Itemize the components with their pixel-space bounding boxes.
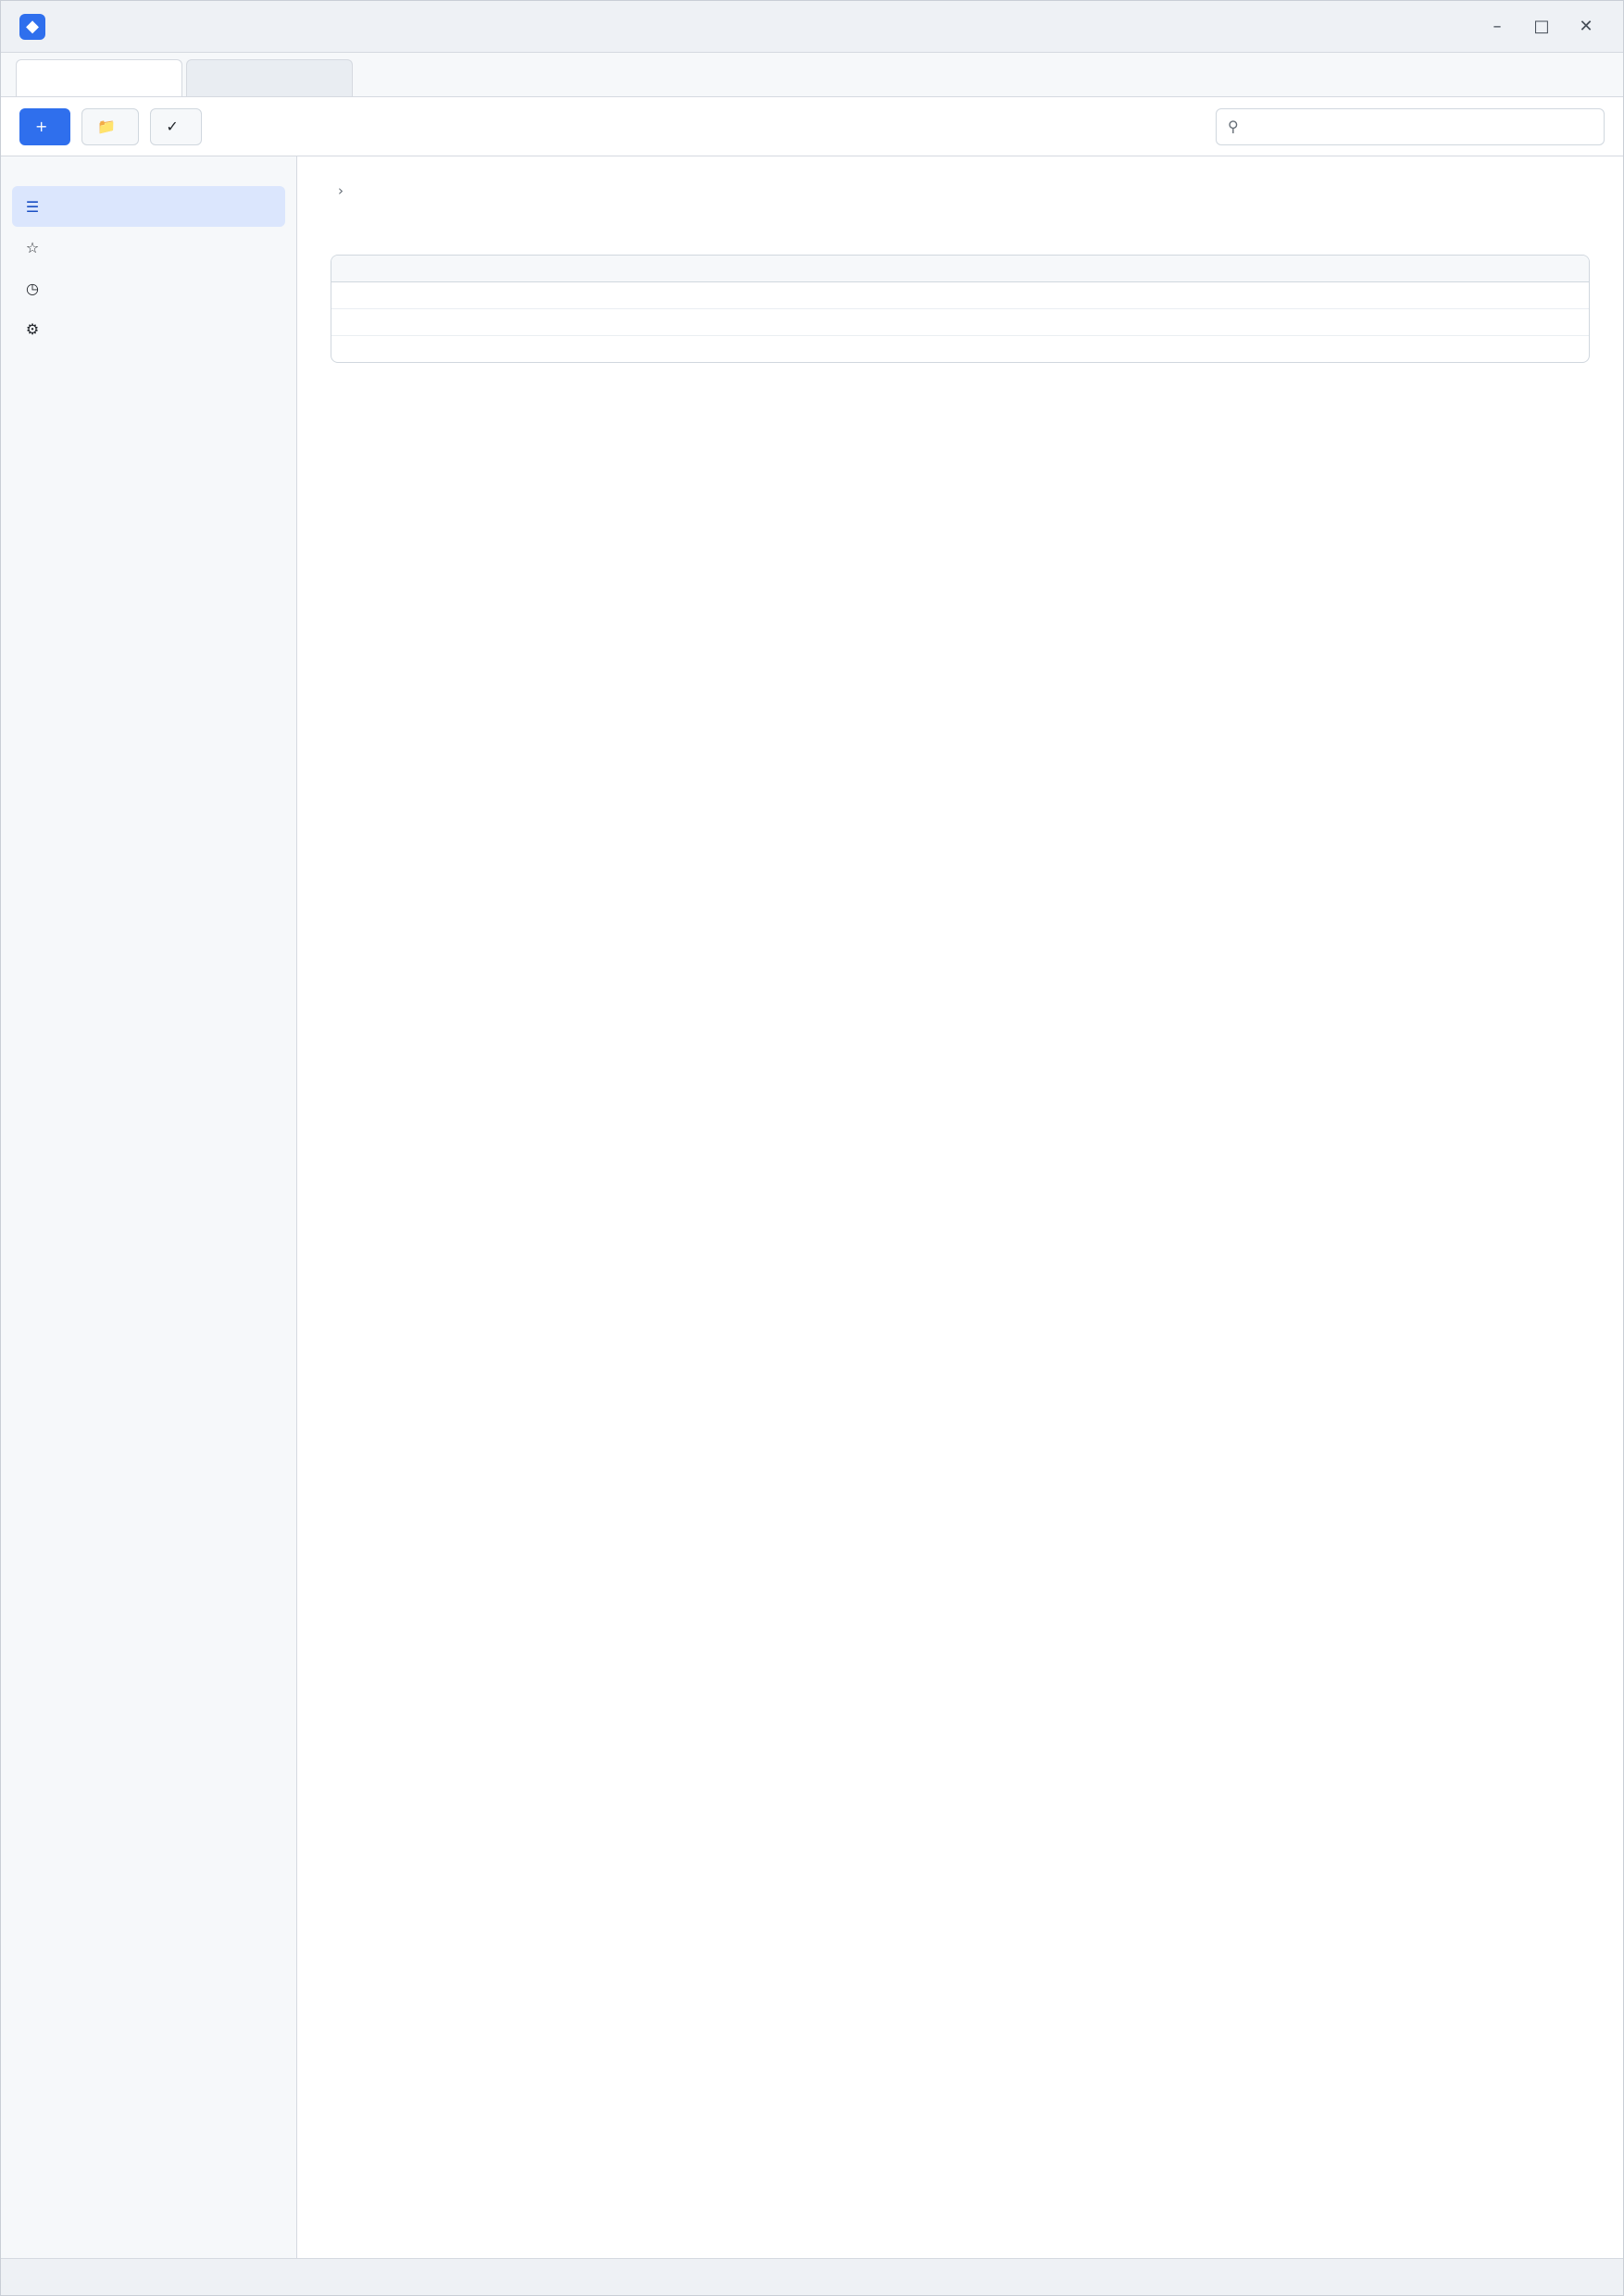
- app-icon: ◆: [19, 14, 45, 40]
- new-button[interactable]: [19, 108, 70, 145]
- list-icon: ☰: [25, 197, 40, 216]
- sidebar: [1, 156, 297, 2258]
- plus-icon: +: [35, 118, 48, 135]
- close-button[interactable]: ✕: [1568, 12, 1605, 42]
- search-icon: ⚲: [1228, 118, 1239, 135]
- chevron-right-icon: ›: [338, 182, 344, 199]
- search-input[interactable]: [1246, 118, 1593, 136]
- minimize-button[interactable]: –: [1479, 12, 1516, 42]
- tab-1[interactable]: [16, 59, 182, 96]
- breadcrumb: [331, 182, 1590, 199]
- column-header[interactable]: [1337, 256, 1589, 281]
- table-cell: [1337, 282, 1589, 308]
- table-cell: [1337, 309, 1589, 335]
- tab-2[interactable]: [186, 59, 353, 96]
- table-cell: [331, 309, 834, 335]
- sidebar-heading: [12, 175, 285, 186]
- sidebar-item-3[interactable]: [12, 268, 285, 308]
- table-cell: [331, 282, 834, 308]
- sidebar-item-1[interactable]: [12, 186, 285, 227]
- maximize-button[interactable]: □: [1523, 12, 1560, 42]
- content-area: [1, 156, 1623, 2258]
- table-cell: [1086, 282, 1338, 308]
- status-bar: [1, 2258, 1623, 2295]
- star-icon: ☆: [25, 238, 40, 256]
- table-row[interactable]: [331, 309, 1589, 336]
- folder-icon: 📁: [97, 118, 117, 135]
- search-box[interactable]: [1216, 108, 1605, 145]
- save-icon: ✓: [166, 118, 179, 135]
- column-header[interactable]: [331, 256, 834, 281]
- table-cell: [834, 282, 1086, 308]
- data-table: [331, 255, 1590, 363]
- sidebar-item-2[interactable]: [12, 227, 285, 268]
- sidebar-item-4[interactable]: [12, 308, 285, 349]
- table-cell: [1337, 336, 1589, 362]
- table-cell: [331, 336, 834, 362]
- column-header[interactable]: [834, 256, 1086, 281]
- table-row[interactable]: [331, 282, 1589, 309]
- tab-strip: [1, 53, 1623, 97]
- table-cell: [1086, 336, 1338, 362]
- table-row[interactable]: [331, 336, 1589, 362]
- save-button[interactable]: [150, 108, 201, 145]
- window-controls: [1479, 12, 1605, 42]
- open-button[interactable]: [81, 108, 139, 145]
- table-cell: [834, 336, 1086, 362]
- gear-icon: ⚙: [25, 319, 40, 338]
- table-cell: [834, 309, 1086, 335]
- table-header: [331, 256, 1589, 282]
- toolbar: [1, 97, 1623, 156]
- main-panel: [297, 156, 1623, 2258]
- title-bar: [1, 1, 1623, 53]
- column-header[interactable]: [1086, 256, 1338, 281]
- table-cell: [1086, 309, 1338, 335]
- clock-icon: ◷: [26, 279, 39, 297]
